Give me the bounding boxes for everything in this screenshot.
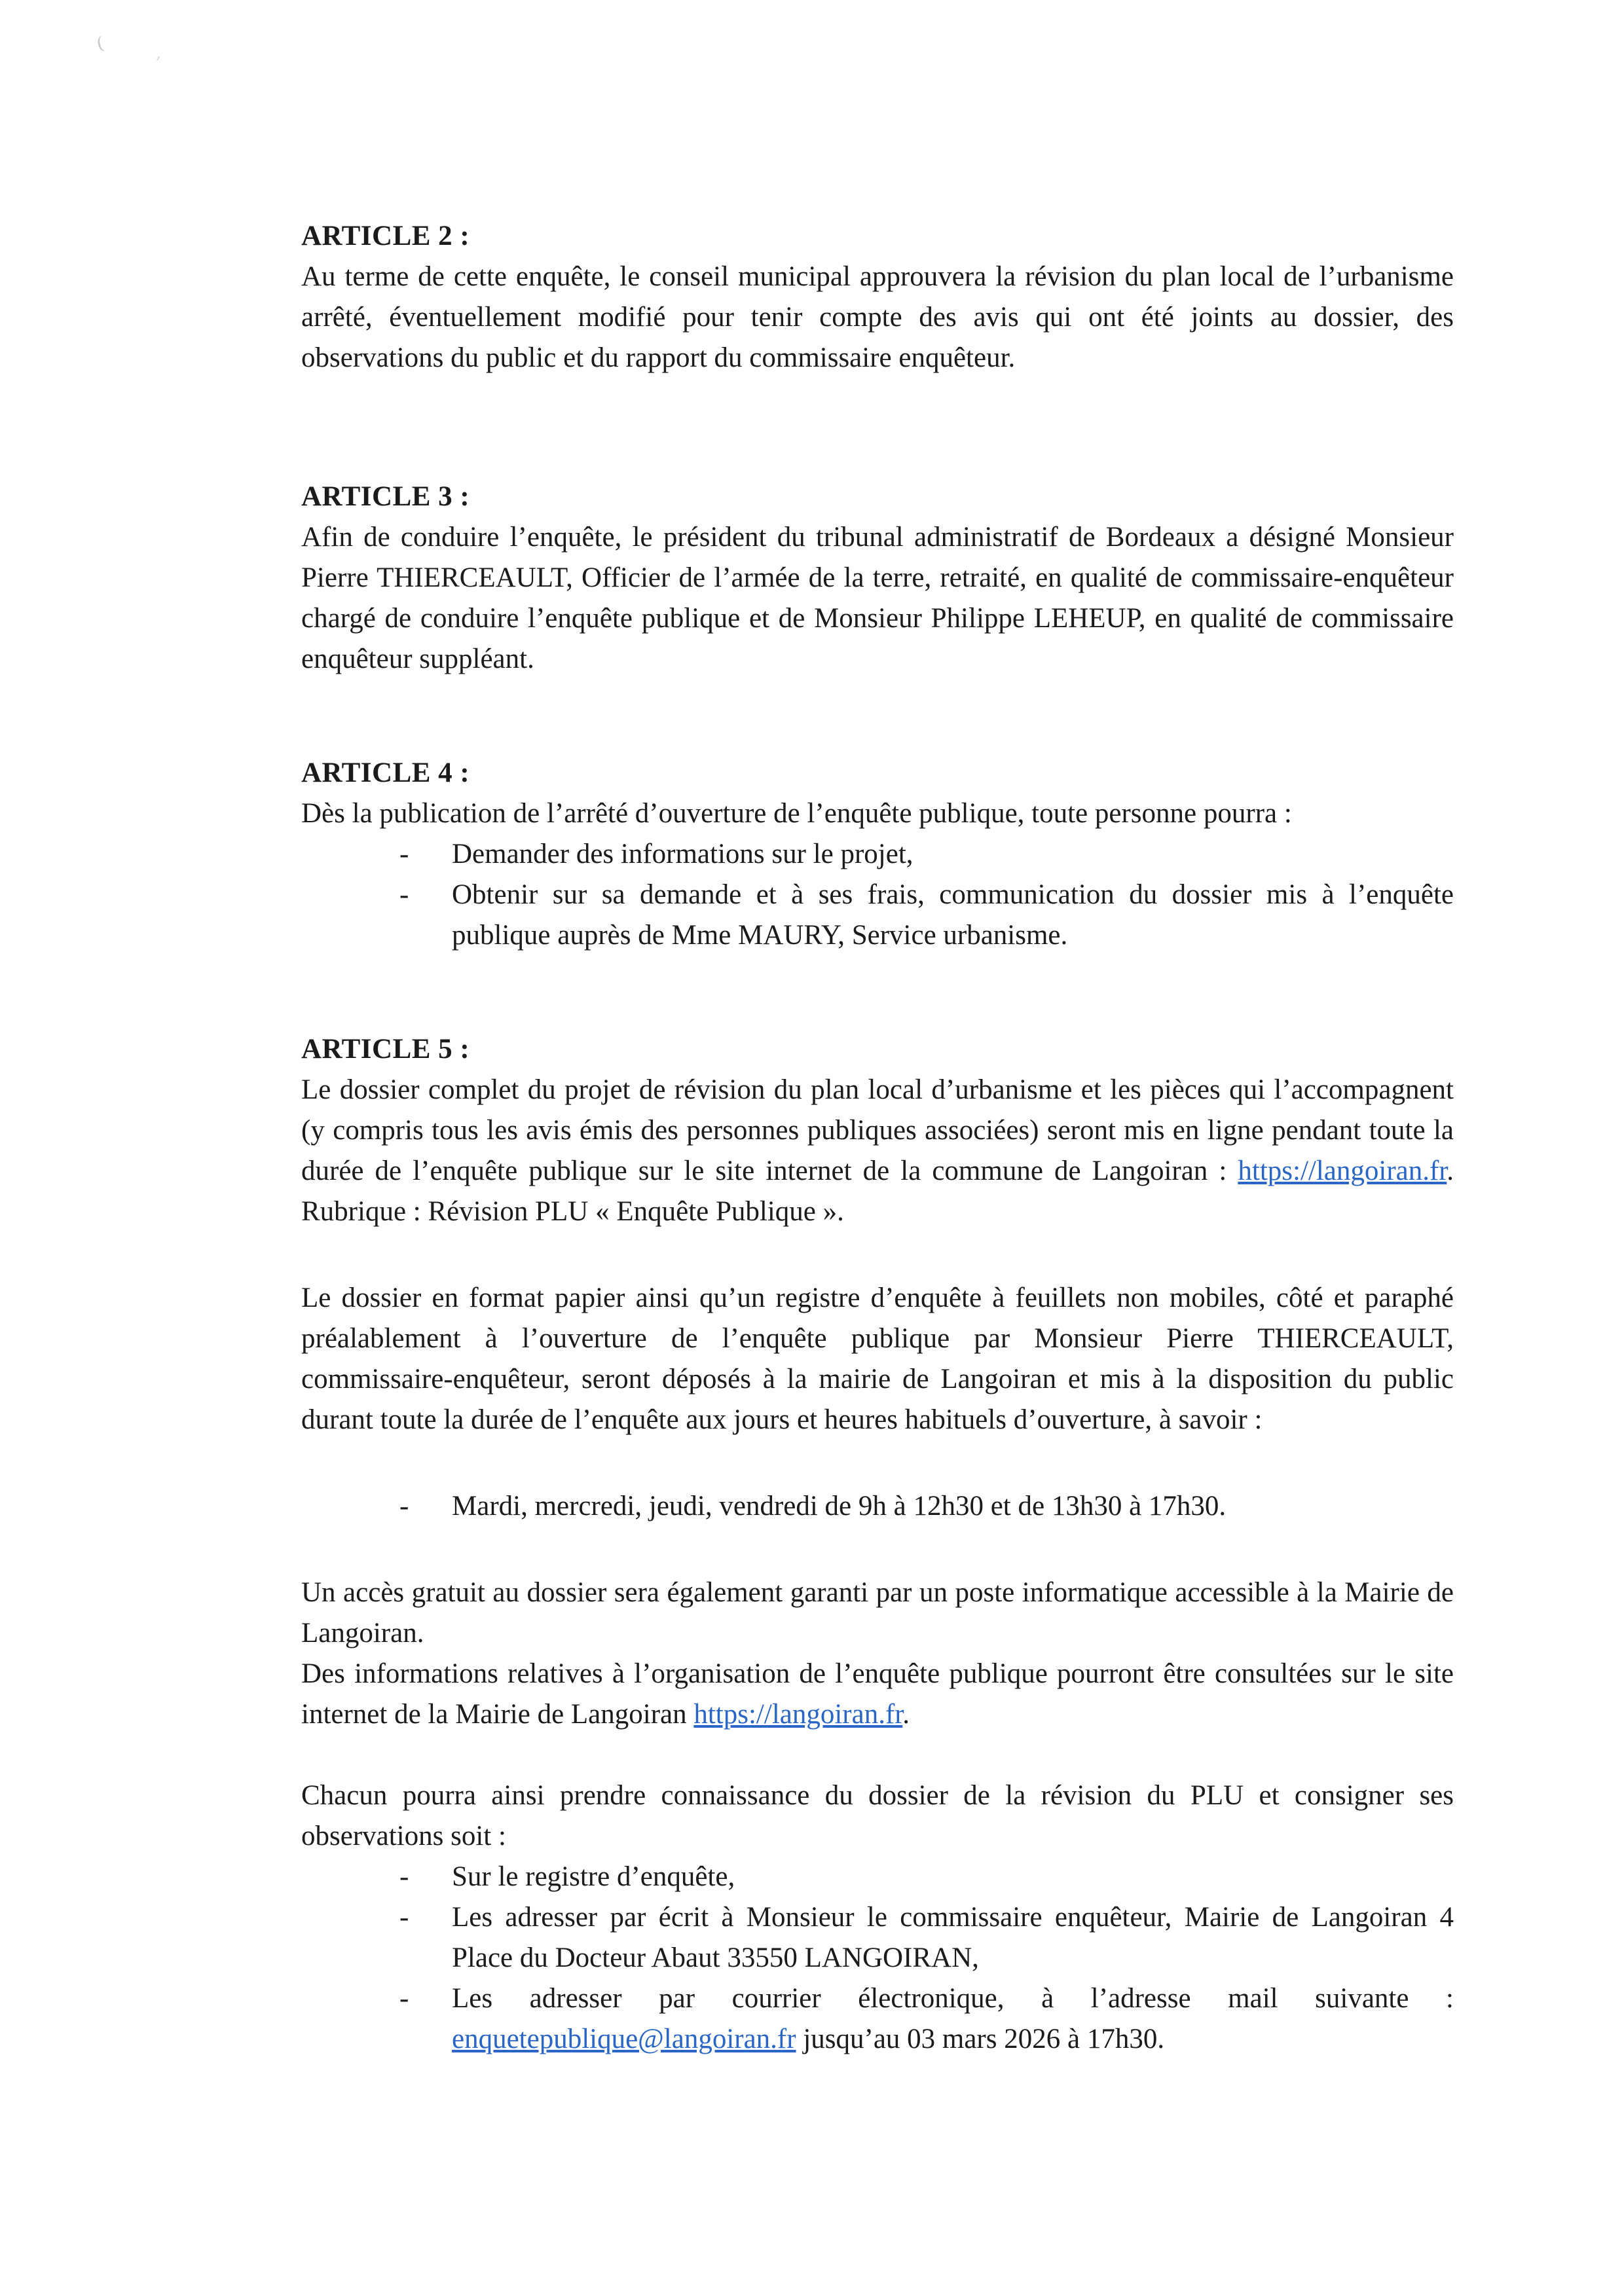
observations-bullet-2: Les adresser par écrit à Monsieur le commissaire enquêteur, Mairie de Langoiran 4 Place du Docteur Abaut 33550 LANGOIRAN, — [452, 1902, 1454, 1973]
article-2-heading: ARTICLE 2 : — [301, 221, 470, 251]
article-3-heading: ARTICLE 3 : — [301, 481, 470, 512]
article-5-heading: ARTICLE 5 : — [301, 1034, 470, 1065]
langoiran-website-link[interactable]: https://langoiran.fr — [693, 1699, 903, 1730]
bullet-dash: - — [399, 879, 409, 910]
article-5-para-3: Un accès gratuit au dossier sera également garanti par un poste informatique accessible à la Mairie de Langoiran. — [301, 1577, 1454, 1649]
article-2-section — [301, 216, 1454, 378]
opening-hours-bullet: Mardi, mercredi, jeudi, vendredi de 9h à 12h30 et de 13h30 à 17h30. — [452, 1491, 1227, 1522]
article-4-bullet-1: Demander des informations sur le projet, — [452, 839, 913, 869]
article-5-para-2: Le dossier en format papier ainsi qu’un registre d’enquête à feuillets non mobiles, côté et paraphé préalablement à l’ouverture de l’enquête publique par Monsieur Pierre THIERCEAULT, commissaire-enquêteur, seront déposés à la mairie de Langoiran et mis à la disposition du public durant toute la durée de l’enquête aux jours et heures habituels d’ouverture, à savoir : — [301, 1283, 1454, 1435]
observations-bullet-3-text: Les adresser par courrier électronique, à l’adresse mail suivante : — [452, 1983, 1454, 2014]
article-4-heading: ARTICLE 4 : — [301, 757, 470, 788]
observations-bullet-1: Sur le registre d’enquête, — [452, 1861, 735, 1892]
bullet-dash: - — [399, 1491, 409, 1522]
bullet-dash: - — [399, 1902, 409, 1933]
bullet-dash: - — [399, 1983, 409, 2014]
article-5-para-4-tail: . — [902, 1699, 910, 1730]
list-item — [301, 1897, 1454, 1978]
list-item — [301, 875, 1454, 956]
article-2-body: Au terme de cette enquête, le conseil municipal approuvera la révision du plan local de l’urbanisme arrêté, éventuellement modifié pour tenir compte des avis qui ont été joints au dossier, des observations du public et du rapport du commissaire enquêteur. — [301, 261, 1454, 373]
article-5-para-1-tail: . Rubrique : Révision PLU « Enquête Publique ». — [301, 1156, 1454, 1227]
langoiran-website-link[interactable]: https://langoiran.fr — [1238, 1156, 1447, 1186]
bullet-dash: - — [399, 839, 409, 869]
observations-bullet-3 — [452, 1978, 1454, 2060]
article-4-bullet-2: Obtenir sur sa demande et à ses frais, communication du dossier mis à l’enquête publique auprès de Mme MAURY, Service urbanisme. — [452, 879, 1454, 951]
list-item — [301, 834, 1454, 875]
article-5-para-4-text: Des informations relatives à l’organisation de l’enquête publique pourront être consultées sur le site internet de la Mairie de Langoiran — [301, 1658, 1454, 1730]
list-item — [301, 1486, 1454, 1527]
article-5-section — [301, 1029, 1454, 2060]
article-5-para-1 — [301, 1070, 1454, 1232]
article-3-body: Afin de conduire l’enquête, le président du tribunal administratif de Bordeaux a désigné Monsieur Pierre THIERCEAULT, Officier de l’armée de la terre, retraité, en qualité de commissaire-enquêteur chargé de conduire l’enquête publique et de Monsieur Philippe LEHEUP, en qualité de commissaire enquêteur suppléant. — [301, 522, 1454, 674]
bullet-dash: - — [399, 1861, 409, 1892]
list-item — [301, 1978, 1454, 2060]
article-5-para-4 — [301, 1654, 1454, 1735]
observations-bullet-3-tail: jusqu’au 03 mars 2026 à 17h30. — [796, 2024, 1165, 2054]
scan-artifact: , — [156, 43, 162, 63]
article-4-section — [301, 753, 1454, 956]
article-5-para-5: Chacun pourra ainsi prendre connaissance du dossier de la révision du PLU et consigner ses observations soit : — [301, 1780, 1454, 1851]
list-item — [301, 1857, 1454, 1897]
enquete-email-link[interactable]: enquetepublique@langoiran.fr — [452, 2024, 796, 2054]
article-3-section — [301, 477, 1454, 680]
scan-artifact: ( — [94, 33, 106, 54]
article-5-para-1-text: Le dossier complet du projet de révision du plan local d’urbanisme et les pièces qui l’accompagnent (y compris tous les avis émis des personnes publiques associées) seront mis en ligne pendant toute la durée de l’enquête publique sur le site internet de la commune de Langoiran : — [301, 1074, 1454, 1186]
article-4-intro: Dès la publication de l’arrêté d’ouverture de l’enquête publique, toute personne pourra : — [301, 798, 1292, 829]
